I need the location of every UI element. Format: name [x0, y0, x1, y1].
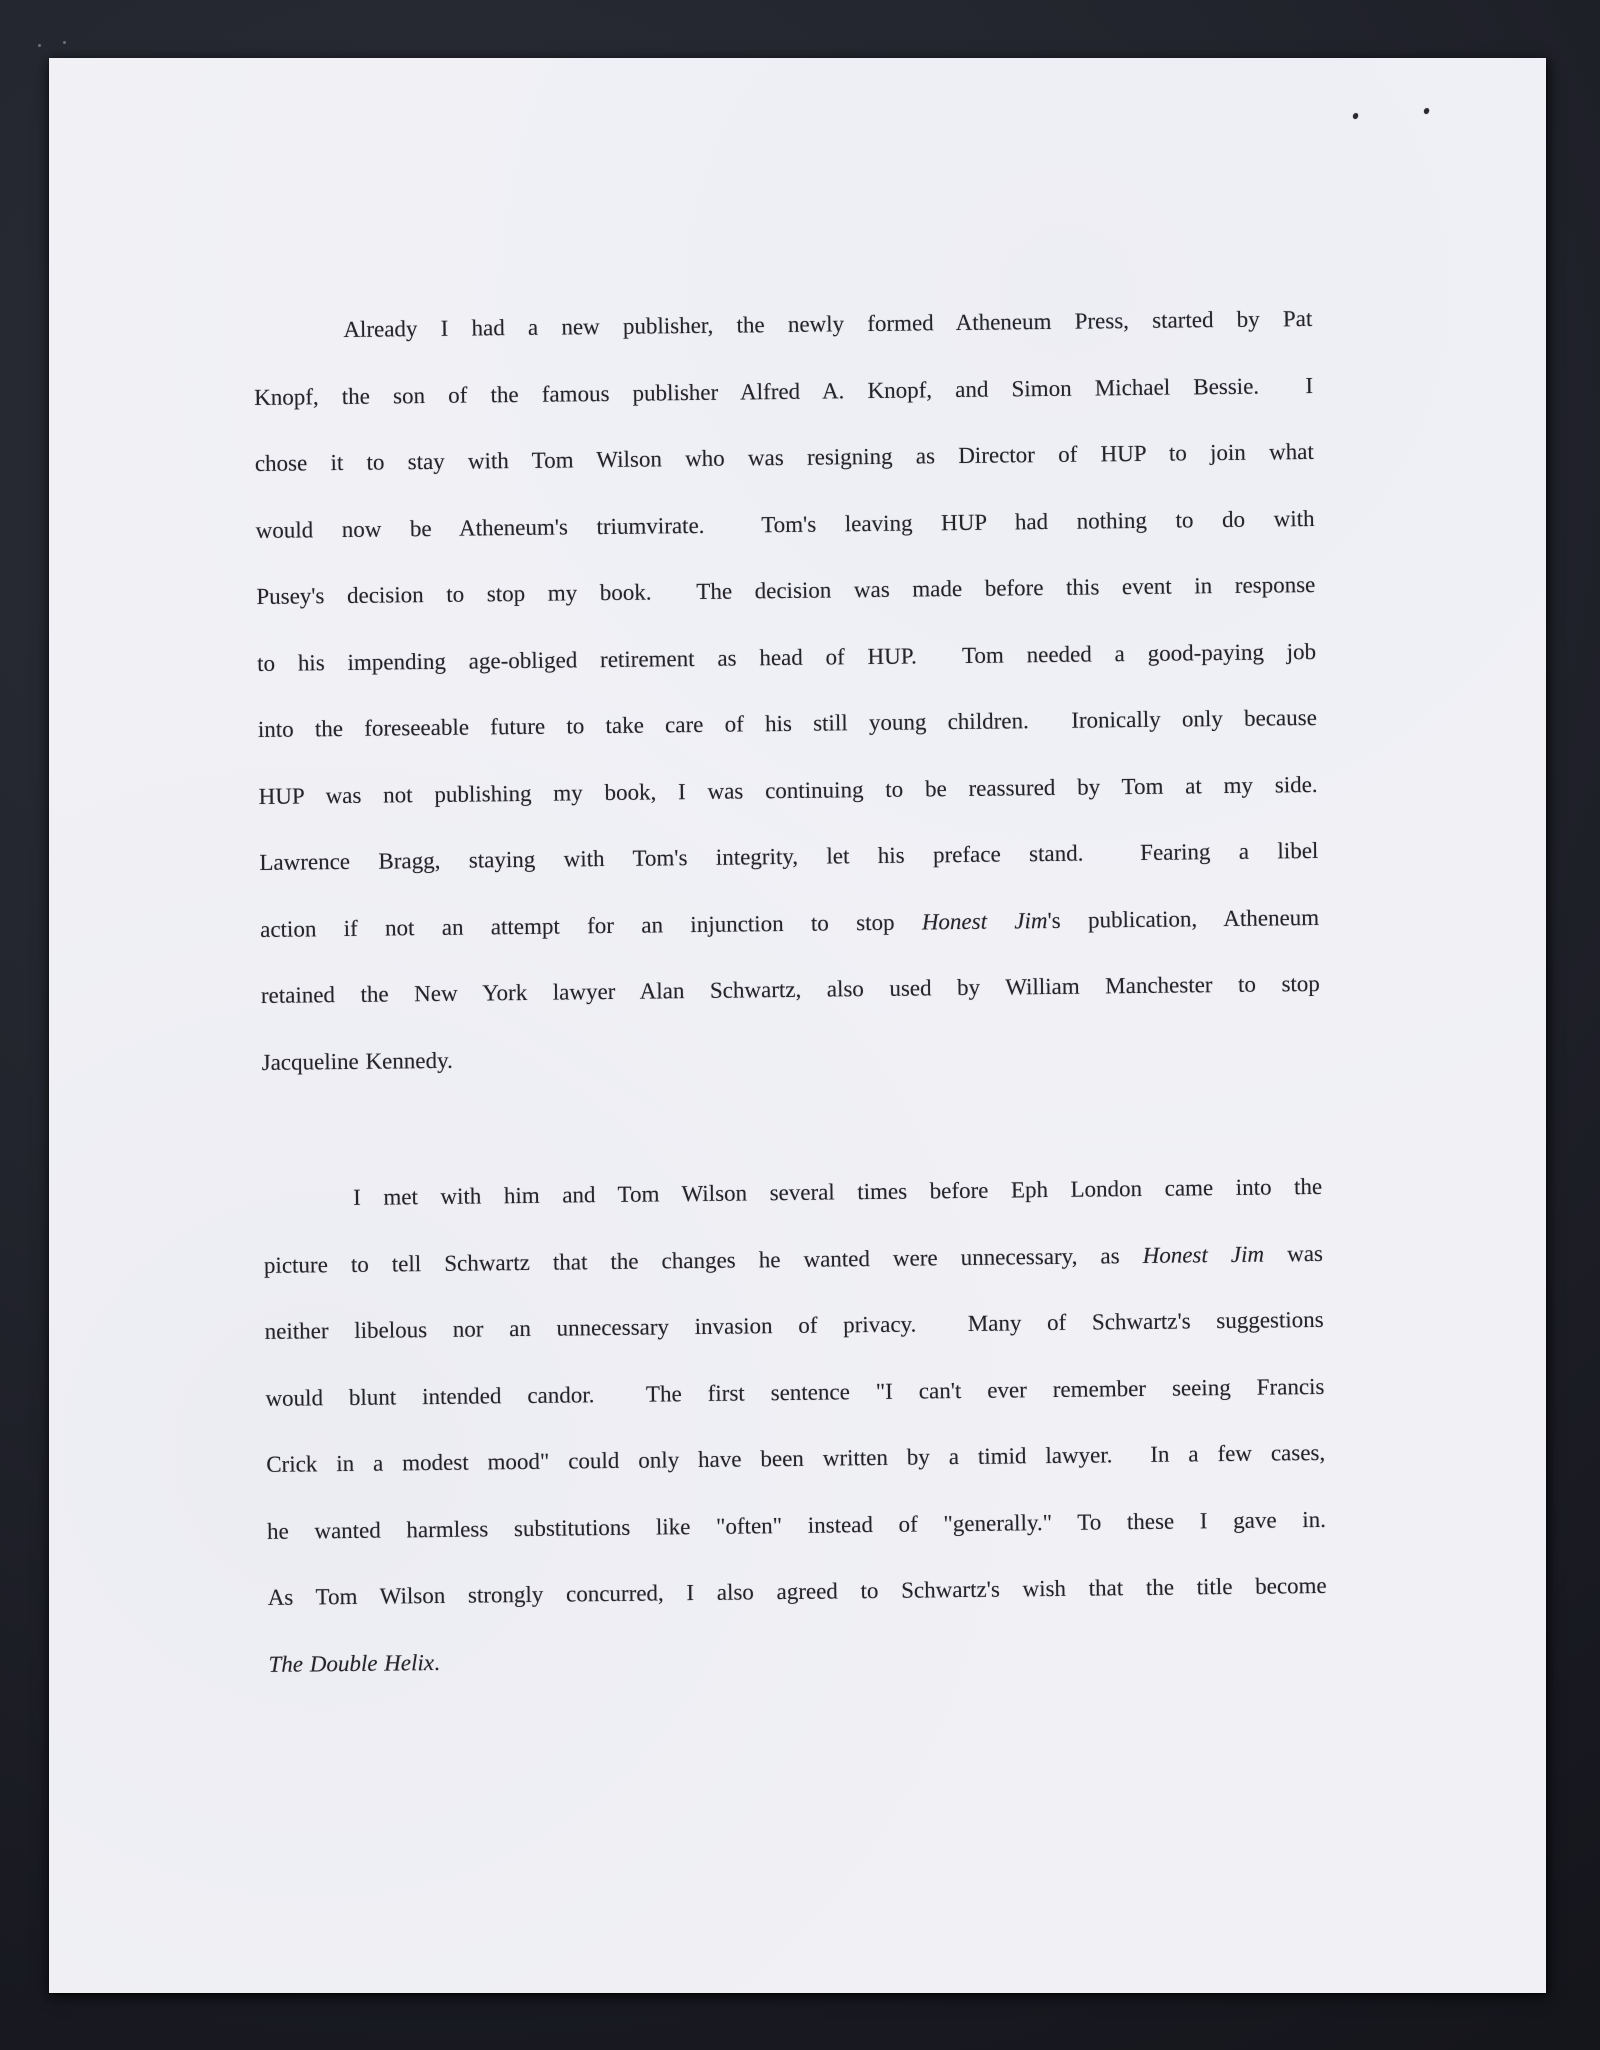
text-line [268, 1619, 1328, 1698]
text-segment: 's publication, Atheneum [1047, 904, 1320, 933]
text-segment: Crick in a modest mood" could only have been written by a timid lawyer. In a few cases, [266, 1439, 1326, 1477]
paragraph-2 [263, 1154, 1328, 1698]
text-segment: . [433, 1649, 440, 1675]
text-segment: Jacqueline Kennedy. [261, 1047, 453, 1075]
text-line [266, 1420, 1326, 1499]
text-line [267, 1553, 1327, 1632]
text-segment: retained the New York lawyer Alan Schwartz, also used by William Manchester to stop [260, 970, 1320, 1008]
text-segment: to his impending age-obliged retirement as head of HUP. Tom needed a good-paying job [256, 638, 1317, 676]
text-segment: was [1263, 1240, 1324, 1267]
text-line [261, 951, 1321, 1030]
text-line [264, 1220, 1324, 1299]
text-segment: chose it to stay with Tom Wilson who was resigning as Director of HUP to join what [254, 438, 1314, 476]
text-segment: Already I had a new publisher, the newly formed Atheneum Press, started by Pat [343, 305, 1313, 342]
text-segment: would now be Atheneum's triumvirate. Tom's leaving HUP had nothing to do with [255, 505, 1315, 543]
text-segment: Pusey's decision to stop my book. The decision was made before this event in response [256, 571, 1316, 609]
text-segment: into the foreseeable future to take care of his still young children. Ironically only because [257, 704, 1317, 742]
text-line [258, 685, 1318, 764]
italic-text-segment: Honest Jim [1142, 1241, 1265, 1268]
text-line [254, 352, 1314, 431]
text-line [259, 818, 1319, 897]
text-line [255, 485, 1315, 564]
ink-speck [1423, 107, 1430, 114]
text-segment: I met with him and Tom Wilson several times before Eph London came into the [353, 1173, 1323, 1210]
text-segment: neither libelous nor an unnecessary invasion of privacy. Many of Schwartz's suggestions [264, 1306, 1324, 1344]
text-line [263, 1154, 1323, 1233]
text-segment: Lawrence Bragg, staying with Tom's integrity, let his preface stand. Fearing a libel [259, 837, 1319, 875]
text-line [255, 419, 1315, 498]
text-line [267, 1486, 1327, 1565]
italic-text-segment: The Double Helix [268, 1649, 435, 1677]
italic-text-segment: Honest Jim [921, 907, 1048, 934]
text-segment: action if not an attempt for an injunction to stop [260, 908, 922, 942]
text-line [265, 1353, 1325, 1432]
text-segment: would blunt intended candor. The first sentence "I can't ever remember seeing Francis [265, 1373, 1325, 1411]
paper-sheet [49, 58, 1546, 1993]
text-line [261, 1017, 1321, 1096]
text-segment: he wanted harmless substitutions like "often" instead of "generally." To these I gave in. [266, 1506, 1327, 1544]
dust-speck [63, 41, 66, 44]
text-segment: Knopf, the son of the famous publisher Alfred A. Knopf, and Simon Michael Bessie. I [253, 372, 1314, 410]
paragraph-1 [253, 286, 1321, 1096]
text-line [264, 1287, 1324, 1366]
ink-speck [1352, 112, 1359, 119]
text-segment: picture to tell Schwartz that the changes he wanted were unnecessary, as [263, 1242, 1143, 1278]
dust-speck [38, 44, 41, 47]
text-segment: HUP was not publishing my book, I was continuing to be reassured by Tom at my side. [258, 771, 1318, 809]
text-line [258, 751, 1318, 830]
text-segment: As Tom Wilson strongly concurred, I also agreed to Schwartz's wish that the title become [267, 1572, 1327, 1610]
text-line [253, 286, 1313, 365]
text-line [256, 552, 1316, 631]
manuscript-text [253, 286, 1328, 1698]
text-line [257, 618, 1317, 697]
text-line [260, 884, 1320, 963]
